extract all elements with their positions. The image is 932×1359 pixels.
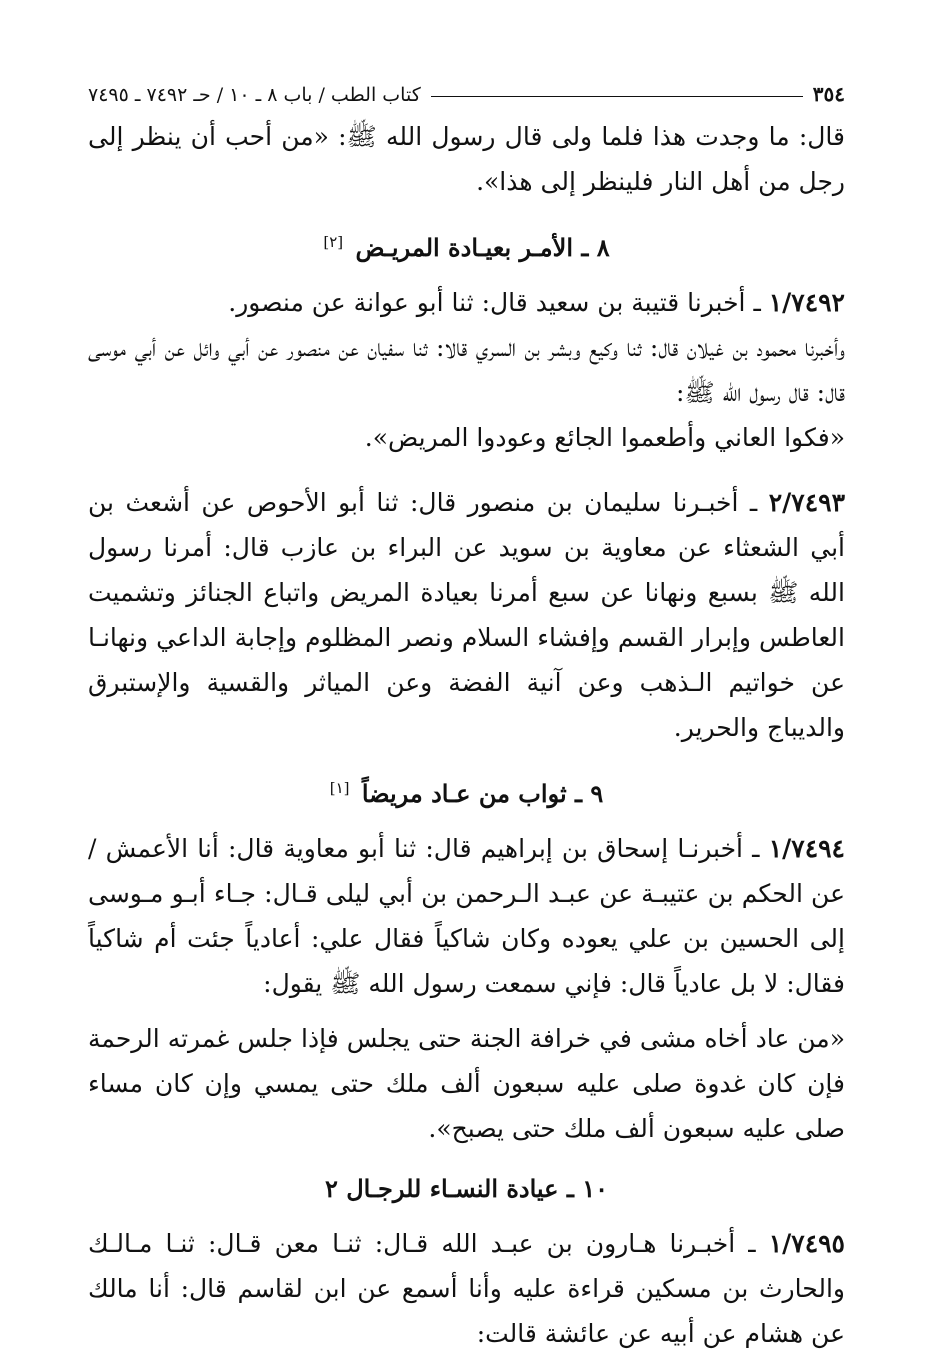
hadith-7492-quote: «فكوا العاني وأطعموا الجائع وعودوا المريض».: [364, 423, 845, 452]
footnote-marker: [١]: [329, 779, 350, 797]
section-heading-9: [88, 766, 845, 816]
hadith-text: ـ أخبرنـا إسحاق بن إبراهيم قال: ثنا أبو معاوية قال: أنا الأعمش / عن الحكم بن عتيبـة عن عبـد الـرحمن بن أبي ليلى قـال: جـاء أبـو مـوسى إلى الحسين بن علي يعوده وكان شاكياً فقال علي: أعادياً جئت أم شاكياً فقال: لا بل عادياً قال: فإني سمعت رسول الله ﷺ يقول:: [88, 834, 845, 998]
footnote-marker: [٢]: [323, 233, 344, 251]
header-rule: [431, 96, 803, 97]
page-number: ٣٥٤: [812, 82, 845, 106]
page-header: [88, 72, 845, 106]
hadith-text: ـ أخبـرنا هـارون بن عبـد الله قـال: ثنـا معن قـال: ثنـا مـالـك والحارث بن مسكين قراءة عليه وأنا أسمع عن ابن لقاسم قال: أنا مالك عن هشام عن أبيه عن عائشة قالت:: [88, 1229, 845, 1348]
hadith-7494-quote: «من عاد أخاه مشى في خرافة الجنة حتى يجلس فإذا جلس غمرته الرحمة فإن كان غدوة صلى عليه سبعون ألف ملك حتى يمسي وإن كان مساء صلى عليه سبعون ألف ملك حتى يصبح».: [88, 1024, 845, 1143]
book-page: [88, 72, 845, 1356]
section-heading-8: [88, 220, 845, 270]
hadith-text: ـ أخبـرنا سليمان بن منصور قال: ثنا أبو الأحوص عن أشعث بن أبي الشعثاء عن معاوية بن سويد عن البراء بن عازب قال: أمرنا رسول الله ﷺ بسبع ونهانا عن سبع أمرنا بعيادة المريض واتباع الجنائز وتشميت العاطس وإبرار القسم وإفشاء السلام ونصر المظلوم وإجابة الداعي ونهانـا عن خواتيم الـذهب وعن آنية الفضة وعن المياثر والقسية والإستبرق والديباج والحرير.: [88, 488, 845, 742]
section-title: ٩ ـ ثواب من عـاد مريضاً: [361, 779, 604, 808]
running-title: كتاب الطب / باب ٨ ـ ١٠ / حـ ٧٤٩٢ ـ ٧٤٩٥: [88, 84, 421, 106]
hadith-number: ١/٧٤٩٤: [768, 834, 845, 863]
intro-paragraph: قال: ما وجدت هذا فلما ولى قال رسول الله ﷺ: «من أحب أن ينظر إلى رجل من أهل النار فلينظر إلى هذا».: [88, 122, 845, 196]
hadith-7492: [88, 280, 845, 325]
section-title: ٨ ـ الأمـر بعيـادة المريـض: [355, 233, 610, 262]
hadith-number: ١/٧٤٩٥: [768, 1229, 845, 1258]
hadith-7494: [88, 826, 845, 1006]
hadith-7492-chain: وأخبرنا محمود بن غيلان قال: ثنا وكيع وبشر بن السري قالا: ثنا سفيان عن منصور عن أبي وائل عن أبي موسى قال: قال رسول الله ﷺ:: [88, 333, 845, 407]
hadith-7495: [88, 1221, 845, 1356]
section-title: ١٠ ـ عيادة النسـاء للرجـال ٢: [325, 1174, 608, 1203]
hadith-number: ٢/٧٤٩٣: [768, 488, 846, 517]
hadith-7493: [88, 480, 845, 750]
section-heading-10: [88, 1167, 845, 1211]
hadith-number: ١/٧٤٩٢: [768, 288, 845, 317]
hadith-text: ـ أخبرنا قتيبة بن سعيد قال: ثنا أبو عوانة عن منصور.: [228, 288, 761, 317]
